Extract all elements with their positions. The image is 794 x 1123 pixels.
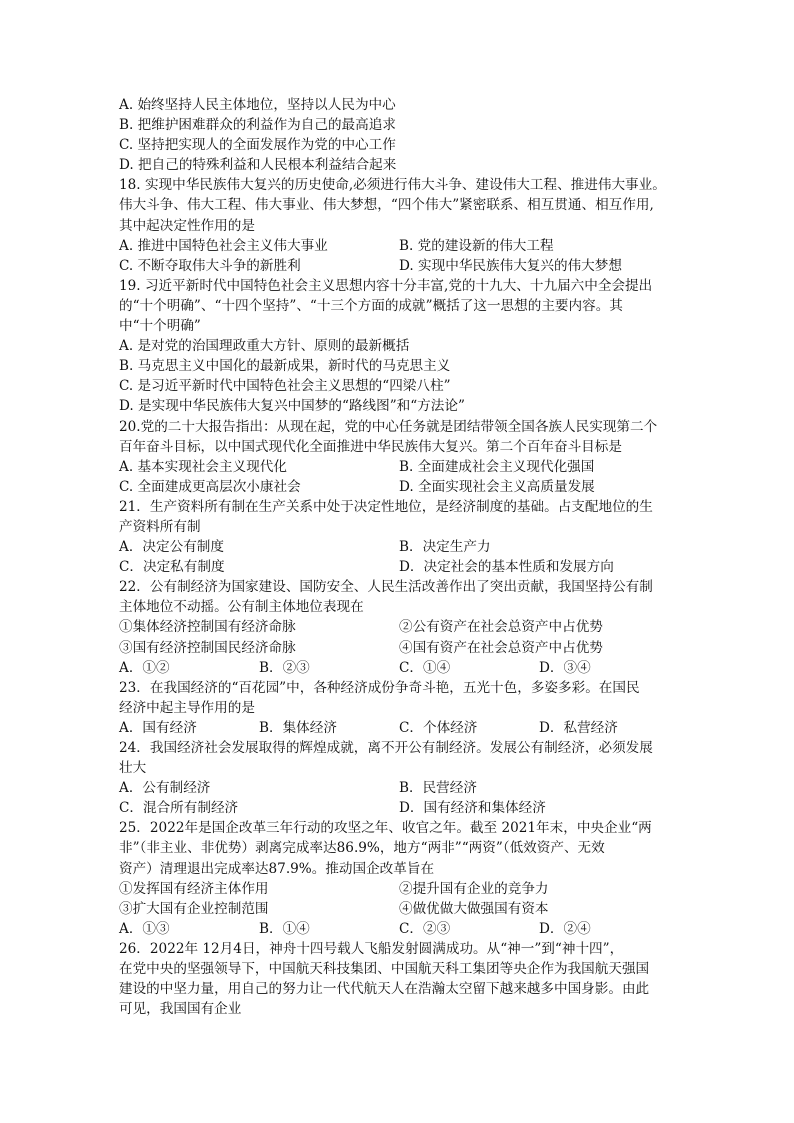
q25-stem-line: 资产）清理退出完成率达87.9%。推动国企改革旨在	[119, 860, 435, 877]
q18-option-d: D. 实现中华民族伟大复兴的伟大梦想	[399, 257, 622, 274]
q21-options-row	[119, 557, 679, 577]
q24-option-a: A．公有制经济	[119, 780, 211, 797]
q26-stem-line: 建设的中坚力量，用自己的努力让一代代航天人在浩瀚太空留下越来越多中国身影。由此	[119, 981, 650, 998]
q18-stem-line: 其中起决定性作用的是	[119, 217, 255, 234]
q19-stem-line: 中“十个明确”	[119, 318, 201, 335]
q25-item-3: ③扩大国有企业控制范围	[119, 900, 269, 917]
q21-option-a: A．决定公有制度	[119, 539, 224, 556]
q23-option-d: D．私营经济	[539, 719, 618, 736]
q25-option-a: A．①③	[119, 920, 170, 937]
q23-stem-line: 23．在我国经济的“百花园”中，各种经济成份争奇斗艳，五光十色，多姿多彩。在国民	[119, 679, 640, 696]
q18-option-a: A. 推进中国特色社会主义伟大事业	[119, 237, 328, 254]
q25-items-row	[119, 899, 679, 919]
q24-options-row	[119, 778, 679, 798]
q19-option-c: C. 是习近平新时代中国特色社会主义思想的“四梁八柱”	[119, 378, 451, 395]
q21-option-d: D．决定社会的基本性质和发展方向	[399, 559, 614, 576]
q20-option-d: D. 全面实现社会主义高质量发展	[399, 478, 595, 495]
q18-stem-line: 18. 实现中华民族伟大复兴的历史使命,必须进行伟大斗争、建设伟大工程、推进伟大事业。	[119, 177, 666, 194]
q23-options-row	[119, 718, 679, 738]
q23-stem-line: 经济中起主导作用的是	[119, 699, 255, 716]
q19-option-a: A. 是对党的治国理政重大方针、原则的最新概括	[119, 338, 410, 355]
q17-option-d: D. 把自己的特殊利益和人民根本利益结合起来	[119, 157, 397, 174]
q25-option-b: B．①④	[259, 920, 310, 937]
q20-stem-line: 百年奋斗目标，以中国式现代化全面推进中华民族伟大复兴。第二个百年奋斗目标是	[119, 438, 622, 455]
q23-option-b: B．集体经济	[259, 719, 337, 736]
q18-option-c: C. 不断夺取伟大斗争的新胜利	[119, 257, 301, 274]
q20-option-c: C. 全面建成更高层次小康社会	[119, 478, 301, 495]
q18-option-b: B. 党的建设新的伟大工程	[399, 237, 554, 254]
q25-option-c: C．②③	[399, 920, 451, 937]
q21-option-c: C．决定私有制度	[119, 559, 225, 576]
q17-option-b: B. 把维护困难群众的利益作为自己的最高追求	[119, 117, 396, 134]
q20-option-b: B. 全面建成社会主义现代化强国	[399, 458, 595, 475]
q26-stem-line: 在党中央的坚强领导下，中国航天科技集团、中国航天科工集团等央企作为我国航天强国	[119, 961, 650, 978]
q19-stem-line: 的“十个明确”、“十四个坚持”、“十三个方面的成就”概括了这一思想的主要内容。其	[119, 297, 623, 314]
q21-option-b: B．决定生产力	[399, 539, 491, 556]
q21-stem-line: 21．生产资料所有制在生产关系中处于决定性地位，是经济制度的基础。占支配地位的生	[119, 498, 653, 515]
q26-stem-line: 26．2022年 12月4日，神舟十四号载人飞船发射圆满成功。从“神一”到“神十四”，	[119, 940, 624, 957]
q23-option-c: C．个体经济	[399, 719, 478, 736]
q22-option-c: C．①④	[399, 659, 451, 676]
q25-items-row	[119, 879, 679, 899]
q20-options-row	[119, 457, 679, 477]
q24-stem-line: 壮大	[119, 760, 147, 777]
q25-stem-line: 非”（非主业、非优势）剥离完成率达86.9%，地方“两非”“两资”（低效资产、无效	[119, 840, 605, 857]
q19-stem-line: 19. 习近平新时代中国特色社会主义思想内容十分丰富,党的十九大、十九届六中全会提出	[119, 277, 653, 294]
q24-option-c: C．混合所有制经济	[119, 800, 239, 817]
q25-option-d: D．②④	[539, 920, 591, 937]
q22-items-row	[119, 638, 679, 658]
q25-item-2: ②提升国有企业的竞争力	[399, 880, 549, 897]
q20-option-a: A. 基本实现社会主义现代化	[119, 458, 287, 475]
q25-item-4: ④做优做大做强国有资本	[399, 900, 549, 917]
q22-stem-line: 主体地位不动摇。公有制主体地位表现在	[119, 599, 364, 616]
q24-options-row	[119, 798, 679, 818]
q18-options-row	[119, 236, 679, 256]
q20-stem-line: 20.党的二十大报告指出：从现在起，党的中心任务就是团结带领全国各族人民实现第二个	[119, 418, 658, 435]
q21-options-row	[119, 537, 679, 557]
q25-options-row	[119, 919, 679, 939]
q19-option-d: D. 是实现中华民族伟大复兴中国梦的“路线图”和“方法论”	[119, 398, 465, 415]
q23-option-a: A．国有经济	[119, 719, 197, 736]
q22-option-b: B．②③	[259, 659, 310, 676]
q22-option-d: D．③④	[539, 659, 591, 676]
q24-option-b: B．民营经济	[399, 780, 477, 797]
q18-options-row	[119, 256, 679, 276]
q17-option-c: C. 坚持把实现人的全面发展作为党的中心工作	[119, 137, 396, 154]
q22-option-a: A．①②	[119, 659, 170, 676]
q21-stem-line: 产资料所有制	[119, 518, 201, 535]
q17-option-a: A. 始终坚持人民主体地位，坚持以人民为中心	[119, 97, 396, 113]
q24-stem-line: 24．我国经济社会发展取得的辉煌成就，离不开公有制经济。发展公有制经济，必须发展	[119, 740, 653, 756]
q20-options-row	[119, 477, 679, 497]
q22-item-2: ②公有资产在社会总资产中占优势	[399, 619, 603, 636]
q22-item-4: ④国有资产在社会总资产中占优势	[399, 639, 603, 656]
q22-options-row	[119, 658, 679, 678]
q26-stem-line: 可见，我国国有企业	[119, 1001, 242, 1018]
q24-option-d: D．国有经济和集体经济	[399, 800, 546, 817]
q25-stem-line: 25．2022年是国企改革三年行动的攻坚之年、收官之年。截至 2021年末，中央企业“两	[119, 820, 652, 837]
q22-items-row	[119, 617, 679, 637]
q18-stem-line: 伟大斗争、伟大工程、伟大事业、伟大梦想，“四个伟大”紧密联系、相互贯通、相互作用,	[119, 197, 654, 214]
q22-stem-line: 22．公有制经济为国家建设、国防安全、人民生活改善作出了突出贡献，我国坚持公有制	[119, 579, 653, 596]
question-content	[119, 95, 679, 1019]
q22-item-3: ③国有经济控制国民经济命脉	[119, 639, 296, 656]
q22-item-1: ①集体经济控制国有经济命脉	[119, 619, 296, 636]
q19-option-b: B. 马克思主义中国化的最新成果，新时代的马克思主义	[119, 358, 451, 375]
q25-item-1: ①发挥国有经济主体作用	[119, 880, 269, 897]
